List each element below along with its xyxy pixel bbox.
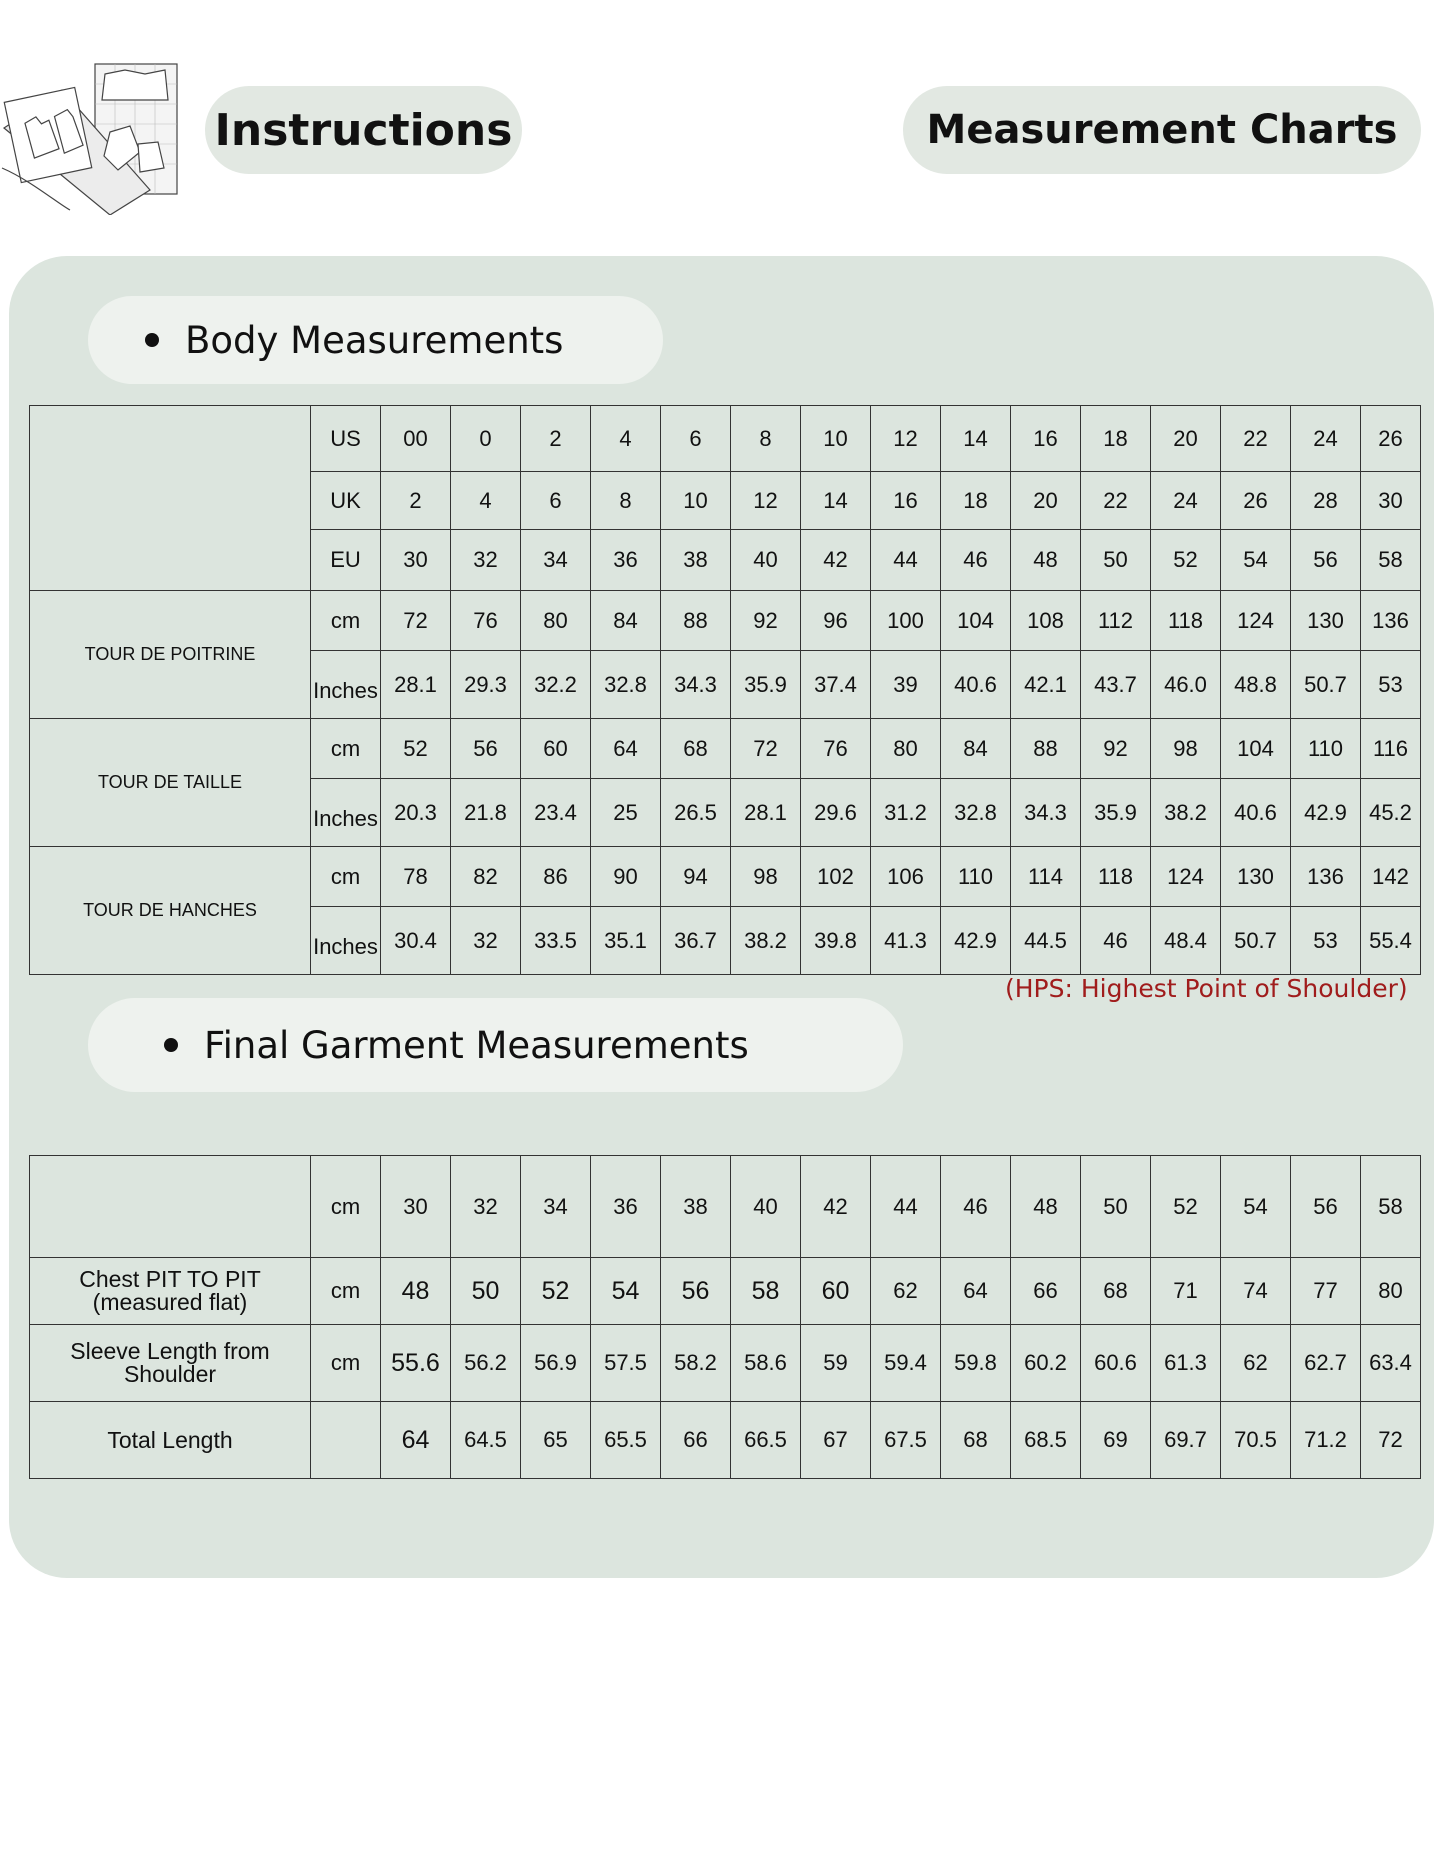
value-cell: 55.6 xyxy=(381,1325,451,1402)
unit-label xyxy=(311,1402,381,1479)
size-cell: 2 xyxy=(381,472,451,530)
value-cell: 57.5 xyxy=(591,1325,661,1402)
hps-note: (HPS: Highest Point of Shoulder) xyxy=(1005,974,1408,1003)
instructions-label: Instructions xyxy=(214,104,513,156)
size-cell: 2 xyxy=(521,406,591,472)
value-cell: 34.3 xyxy=(1011,779,1081,847)
value-cell: 42.1 xyxy=(1011,651,1081,719)
size-cell: 30 xyxy=(381,530,451,591)
value-cell: 34.3 xyxy=(661,651,731,719)
value-cell: 20.3 xyxy=(381,779,451,847)
value-cell: 38.2 xyxy=(1151,779,1221,847)
value-cell: 45.2 xyxy=(1361,779,1421,847)
size-cell: 12 xyxy=(871,406,941,472)
value-cell: 71.2 xyxy=(1291,1402,1361,1479)
unit-label: Inches xyxy=(311,651,381,719)
value-cell: 66.5 xyxy=(731,1402,801,1479)
size-cell: 32 xyxy=(451,530,521,591)
value-cell: 67.5 xyxy=(871,1402,941,1479)
value-cell: 106 xyxy=(871,847,941,907)
value-cell: 88 xyxy=(661,591,731,651)
size-cell: 48 xyxy=(1011,530,1081,591)
value-cell: 23.4 xyxy=(521,779,591,847)
value-cell: 102 xyxy=(801,847,871,907)
size-cell: 24 xyxy=(1151,472,1221,530)
value-cell: 50.7 xyxy=(1221,907,1291,975)
size-cell: 4 xyxy=(591,406,661,472)
value-cell: 60 xyxy=(521,719,591,779)
bullet-icon xyxy=(145,333,159,347)
garment-row xyxy=(30,1402,1421,1479)
value-cell: 66 xyxy=(1011,1258,1081,1325)
cm-row xyxy=(30,847,1421,907)
value-cell: 56.2 xyxy=(451,1325,521,1402)
value-cell: 64 xyxy=(591,719,661,779)
value-cell: 39.8 xyxy=(801,907,871,975)
size-system-label: UK xyxy=(311,472,381,530)
final-garment-heading xyxy=(88,998,903,1092)
value-cell: 104 xyxy=(941,591,1011,651)
size-cell: 10 xyxy=(801,406,871,472)
value-cell: 28.1 xyxy=(731,779,801,847)
value-cell: 28.1 xyxy=(381,651,451,719)
value-cell: 35.9 xyxy=(731,651,801,719)
value-cell: 66 xyxy=(661,1402,731,1479)
value-cell: 136 xyxy=(1291,847,1361,907)
value-cell: 40.6 xyxy=(1221,779,1291,847)
value-cell: 59.4 xyxy=(871,1325,941,1402)
value-cell: 116 xyxy=(1361,719,1421,779)
value-cell: 64.5 xyxy=(451,1402,521,1479)
value-cell: 72 xyxy=(381,591,451,651)
value-cell: 53 xyxy=(1291,907,1361,975)
value-cell: 62 xyxy=(871,1258,941,1325)
measurement-name: TOUR DE HANCHES xyxy=(30,847,311,975)
value-cell: 114 xyxy=(1011,847,1081,907)
size-cell: 10 xyxy=(661,472,731,530)
size-cell: 50 xyxy=(1081,1156,1151,1258)
value-cell: 92 xyxy=(731,591,801,651)
body-measurements-heading xyxy=(88,296,663,384)
value-cell: 33.5 xyxy=(521,907,591,975)
value-cell: 42.9 xyxy=(1291,779,1361,847)
size-cell: 34 xyxy=(521,1156,591,1258)
size-cell: 30 xyxy=(1361,472,1421,530)
value-cell: 37.4 xyxy=(801,651,871,719)
size-cell: 12 xyxy=(731,472,801,530)
size-cell: 00 xyxy=(381,406,451,472)
value-cell: 54 xyxy=(591,1258,661,1325)
value-cell: 62 xyxy=(1221,1325,1291,1402)
garment-measurement-name: Sleeve Length from Shoulder xyxy=(30,1325,311,1402)
value-cell: 68 xyxy=(661,719,731,779)
value-cell: 76 xyxy=(451,591,521,651)
value-cell: 88 xyxy=(1011,719,1081,779)
size-cell: 6 xyxy=(521,472,591,530)
value-cell: 70.5 xyxy=(1221,1402,1291,1479)
value-cell: 64 xyxy=(941,1258,1011,1325)
measurement-charts-label: Measurement Charts xyxy=(926,107,1398,153)
value-cell: 124 xyxy=(1151,847,1221,907)
value-cell: 130 xyxy=(1221,847,1291,907)
size-cell: 50 xyxy=(1081,530,1151,591)
cm-row xyxy=(30,591,1421,651)
value-cell: 38.2 xyxy=(731,907,801,975)
cm-row xyxy=(30,719,1421,779)
value-cell: 29.6 xyxy=(801,779,871,847)
final-garment-title: Final Garment Measurements xyxy=(204,1023,749,1067)
value-cell: 72 xyxy=(731,719,801,779)
value-cell: 55.4 xyxy=(1361,907,1421,975)
value-cell: 56 xyxy=(661,1258,731,1325)
value-cell: 67 xyxy=(801,1402,871,1479)
value-cell: 142 xyxy=(1361,847,1421,907)
value-cell: 63.4 xyxy=(1361,1325,1421,1402)
value-cell: 100 xyxy=(871,591,941,651)
value-cell: 60.2 xyxy=(1011,1325,1081,1402)
value-cell: 42.9 xyxy=(941,907,1011,975)
value-cell: 94 xyxy=(661,847,731,907)
table-corner-cell xyxy=(30,1156,311,1258)
size-cell: 46 xyxy=(941,1156,1011,1258)
value-cell: 80 xyxy=(1361,1258,1421,1325)
value-cell: 36.7 xyxy=(661,907,731,975)
value-cell: 68.5 xyxy=(1011,1402,1081,1479)
size-cell: 18 xyxy=(1081,406,1151,472)
value-cell: 118 xyxy=(1151,591,1221,651)
size-cell: 42 xyxy=(801,1156,871,1258)
value-cell: 53 xyxy=(1361,651,1421,719)
size-cell: 20 xyxy=(1151,406,1221,472)
size-cell: 44 xyxy=(871,1156,941,1258)
size-cell: 22 xyxy=(1221,406,1291,472)
value-cell: 110 xyxy=(1291,719,1361,779)
value-cell: 71 xyxy=(1151,1258,1221,1325)
size-cell: 26 xyxy=(1221,472,1291,530)
value-cell: 69 xyxy=(1081,1402,1151,1479)
value-cell: 110 xyxy=(941,847,1011,907)
value-cell: 26.5 xyxy=(661,779,731,847)
value-cell: 48.4 xyxy=(1151,907,1221,975)
value-cell: 40.6 xyxy=(941,651,1011,719)
value-cell: 80 xyxy=(521,591,591,651)
size-system-label: US xyxy=(311,406,381,472)
value-cell: 29.3 xyxy=(451,651,521,719)
size-cell: 26 xyxy=(1361,406,1421,472)
value-cell: 80 xyxy=(871,719,941,779)
value-cell: 90 xyxy=(591,847,661,907)
size-cell: 46 xyxy=(941,530,1011,591)
value-cell: 84 xyxy=(941,719,1011,779)
value-cell: 48.8 xyxy=(1221,651,1291,719)
bullet-icon xyxy=(164,1038,178,1052)
size-cell: 8 xyxy=(731,406,801,472)
size-system-label: EU xyxy=(311,530,381,591)
final-garment-table xyxy=(29,1155,1421,1479)
value-cell: 68 xyxy=(941,1402,1011,1479)
value-cell: 130 xyxy=(1291,591,1361,651)
value-cell: 52 xyxy=(521,1258,591,1325)
size-cell: 38 xyxy=(661,530,731,591)
value-cell: 68 xyxy=(1081,1258,1151,1325)
size-cell: 8 xyxy=(591,472,661,530)
size-cell: 52 xyxy=(1151,530,1221,591)
value-cell: 112 xyxy=(1081,591,1151,651)
size-cell: 22 xyxy=(1081,472,1151,530)
value-cell: 118 xyxy=(1081,847,1151,907)
size-cell: 24 xyxy=(1291,406,1361,472)
unit-label: Inches xyxy=(311,907,381,975)
unit-label: Inches xyxy=(311,779,381,847)
size-cell: 56 xyxy=(1291,1156,1361,1258)
value-cell: 41.3 xyxy=(871,907,941,975)
value-cell: 50 xyxy=(451,1258,521,1325)
size-cell: 54 xyxy=(1221,1156,1291,1258)
value-cell: 108 xyxy=(1011,591,1081,651)
size-cell: 6 xyxy=(661,406,731,472)
size-cell: 4 xyxy=(451,472,521,530)
size-cell: 36 xyxy=(591,1156,661,1258)
size-cell: 14 xyxy=(801,472,871,530)
size-row xyxy=(30,406,1421,472)
size-cell: 30 xyxy=(381,1156,451,1258)
size-cell: 0 xyxy=(451,406,521,472)
value-cell: 86 xyxy=(521,847,591,907)
value-cell: 77 xyxy=(1291,1258,1361,1325)
value-cell: 56.9 xyxy=(521,1325,591,1402)
value-cell: 25 xyxy=(591,779,661,847)
value-cell: 96 xyxy=(801,591,871,651)
value-cell: 65 xyxy=(521,1402,591,1479)
measurement-charts-tab[interactable] xyxy=(903,86,1421,174)
value-cell: 31.2 xyxy=(871,779,941,847)
value-cell: 60.6 xyxy=(1081,1325,1151,1402)
size-cell: 48 xyxy=(1011,1156,1081,1258)
size-cell: 40 xyxy=(731,1156,801,1258)
size-cell: 44 xyxy=(871,530,941,591)
value-cell: 136 xyxy=(1361,591,1421,651)
value-cell: 58.6 xyxy=(731,1325,801,1402)
value-cell: 32.8 xyxy=(591,651,661,719)
garment-measurement-name: Chest PIT TO PIT (measured flat) xyxy=(30,1258,311,1325)
unit-label: cm xyxy=(311,1258,381,1325)
unit-label: cm xyxy=(311,591,381,651)
value-cell: 60 xyxy=(801,1258,871,1325)
value-cell: 56 xyxy=(451,719,521,779)
value-cell: 98 xyxy=(731,847,801,907)
value-cell: 124 xyxy=(1221,591,1291,651)
value-cell: 65.5 xyxy=(591,1402,661,1479)
value-cell: 32.2 xyxy=(521,651,591,719)
value-cell: 32.8 xyxy=(941,779,1011,847)
unit-label: cm xyxy=(311,1156,381,1258)
garment-size-row xyxy=(30,1156,1421,1258)
size-cell: 20 xyxy=(1011,472,1081,530)
value-cell: 35.1 xyxy=(591,907,661,975)
value-cell: 59.8 xyxy=(941,1325,1011,1402)
value-cell: 39 xyxy=(871,651,941,719)
value-cell: 46.0 xyxy=(1151,651,1221,719)
value-cell: 48 xyxy=(381,1258,451,1325)
value-cell: 58.2 xyxy=(661,1325,731,1402)
table-corner-cell xyxy=(30,406,311,591)
value-cell: 78 xyxy=(381,847,451,907)
value-cell: 104 xyxy=(1221,719,1291,779)
value-cell: 72 xyxy=(1361,1402,1421,1479)
size-cell: 36 xyxy=(591,530,661,591)
value-cell: 62.7 xyxy=(1291,1325,1361,1402)
value-cell: 32 xyxy=(451,907,521,975)
size-cell: 58 xyxy=(1361,530,1421,591)
value-cell: 92 xyxy=(1081,719,1151,779)
size-cell: 58 xyxy=(1361,1156,1421,1258)
value-cell: 76 xyxy=(801,719,871,779)
size-cell: 42 xyxy=(801,530,871,591)
size-cell: 40 xyxy=(731,530,801,591)
size-cell: 18 xyxy=(941,472,1011,530)
value-cell: 52 xyxy=(381,719,451,779)
value-cell: 30.4 xyxy=(381,907,451,975)
size-cell: 54 xyxy=(1221,530,1291,591)
value-cell: 50.7 xyxy=(1291,651,1361,719)
value-cell: 35.9 xyxy=(1081,779,1151,847)
size-cell: 34 xyxy=(521,530,591,591)
size-cell: 16 xyxy=(871,472,941,530)
garment-row xyxy=(30,1325,1421,1402)
value-cell: 69.7 xyxy=(1151,1402,1221,1479)
garment-row xyxy=(30,1258,1421,1325)
value-cell: 64 xyxy=(381,1402,451,1479)
size-cell: 56 xyxy=(1291,530,1361,591)
measurement-name: TOUR DE POITRINE xyxy=(30,591,311,719)
unit-label: cm xyxy=(311,1325,381,1402)
value-cell: 61.3 xyxy=(1151,1325,1221,1402)
size-cell: 14 xyxy=(941,406,1011,472)
instructions-tab[interactable] xyxy=(205,86,522,174)
size-cell: 52 xyxy=(1151,1156,1221,1258)
value-cell: 58 xyxy=(731,1258,801,1325)
garment-measurement-name: Total Length xyxy=(30,1402,311,1479)
value-cell: 43.7 xyxy=(1081,651,1151,719)
value-cell: 82 xyxy=(451,847,521,907)
value-cell: 46 xyxy=(1081,907,1151,975)
value-cell: 84 xyxy=(591,591,661,651)
pattern-sheets-logo xyxy=(0,60,180,215)
value-cell: 59 xyxy=(801,1325,871,1402)
size-cell: 28 xyxy=(1291,472,1361,530)
size-cell: 32 xyxy=(451,1156,521,1258)
body-measurements-table xyxy=(29,405,1421,975)
unit-label: cm xyxy=(311,719,381,779)
unit-label: cm xyxy=(311,847,381,907)
value-cell: 74 xyxy=(1221,1258,1291,1325)
size-cell: 38 xyxy=(661,1156,731,1258)
value-cell: 44.5 xyxy=(1011,907,1081,975)
size-cell: 16 xyxy=(1011,406,1081,472)
measurement-name: TOUR DE TAILLE xyxy=(30,719,311,847)
value-cell: 21.8 xyxy=(451,779,521,847)
value-cell: 98 xyxy=(1151,719,1221,779)
body-measurements-title: Body Measurements xyxy=(185,318,564,362)
